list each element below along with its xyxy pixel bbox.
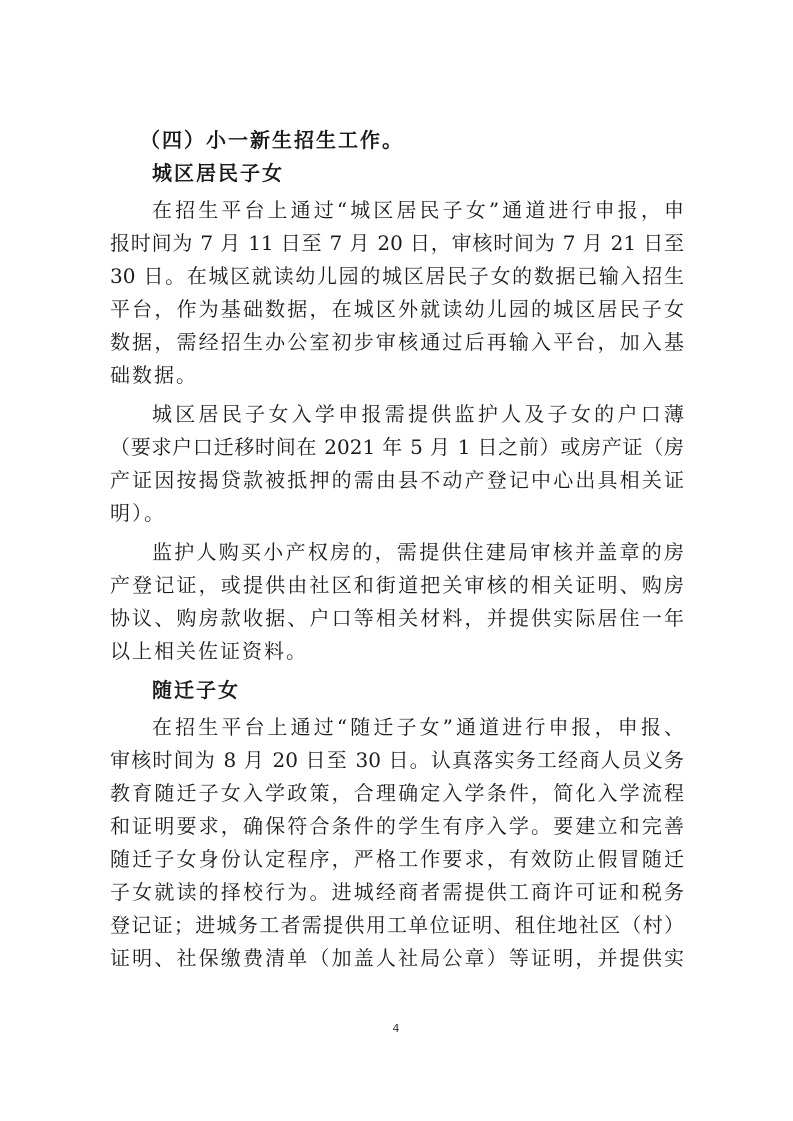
- text-line: 子女就读的择校行为。进城经商者需提供工商许可证和税务: [110, 880, 684, 904]
- text-line: 产登记证，或提供由社区和街道把关审核的相关证明、购房: [110, 573, 684, 597]
- text-line: 30 日。在城区就读幼儿园的城区居民子女的数据已输入招生: [110, 264, 684, 288]
- text-line: 在招生平台上通过“随迁子女”通道进行申报，申报、: [152, 715, 684, 739]
- text-line: 产证因按揭贷款被抵押的需由县不动产登记中心出具相关证: [110, 468, 684, 492]
- text-line: 审核时间为 8 月 20 日至 30 日。认真落实务工经商人员义务: [110, 748, 684, 772]
- text-line: 登记证；进城务工者需提供用工单位证明、租住地社区（村）: [110, 913, 684, 937]
- text-line: 明）。: [110, 501, 166, 525]
- text-line: 和证明要求，确保符合条件的学生有序入学。要建立和完善: [110, 814, 684, 838]
- text-line: 数据，需经招生办公室初步审核通过后再输入平台，加入基: [110, 330, 684, 354]
- text-line: 随迁子女身份认定程序，严格工作要求，有效防止假冒随迁: [110, 847, 684, 871]
- subsection-title-urban-residents: 城区居民子女: [152, 161, 284, 185]
- text-line: 教育随迁子女入学政策，合理确定入学条件，简化入学流程: [110, 781, 684, 805]
- text-line: 础数据。: [110, 363, 198, 387]
- page-number: 4: [392, 1022, 400, 1035]
- text-line: 平台，作为基础数据，在城区外就读幼儿园的城区居民子女: [110, 297, 684, 321]
- subsection-title-migrant-children: 随迁子女: [152, 678, 240, 702]
- text-line: 报时间为 7 月 11 日至 7 月 20 日，审核时间为 7 月 21 日至: [110, 231, 684, 255]
- text-line: 监护人购买小产权房的，需提供住建局审核并盖章的房: [152, 540, 684, 564]
- text-line: 在招生平台上通过“城区居民子女”通道进行申报，申: [152, 198, 684, 222]
- section-heading: （四）小一新生招生工作。: [140, 128, 404, 152]
- text-line: 城区居民子女入学申报需提供监护人及子女的户口薄: [152, 402, 684, 426]
- text-line: （要求户口迁移时间在 2021 年 5 月 1 日之前）或房产证（房: [110, 435, 684, 459]
- text-line: 以上相关佐证资料。: [110, 639, 308, 663]
- text-line: 协议、购房款收据、户口等相关材料，并提供实际居住一年: [110, 606, 684, 630]
- text-line: 证明、社保缴费清单（加盖人社局公章）等证明，并提供实: [110, 946, 684, 970]
